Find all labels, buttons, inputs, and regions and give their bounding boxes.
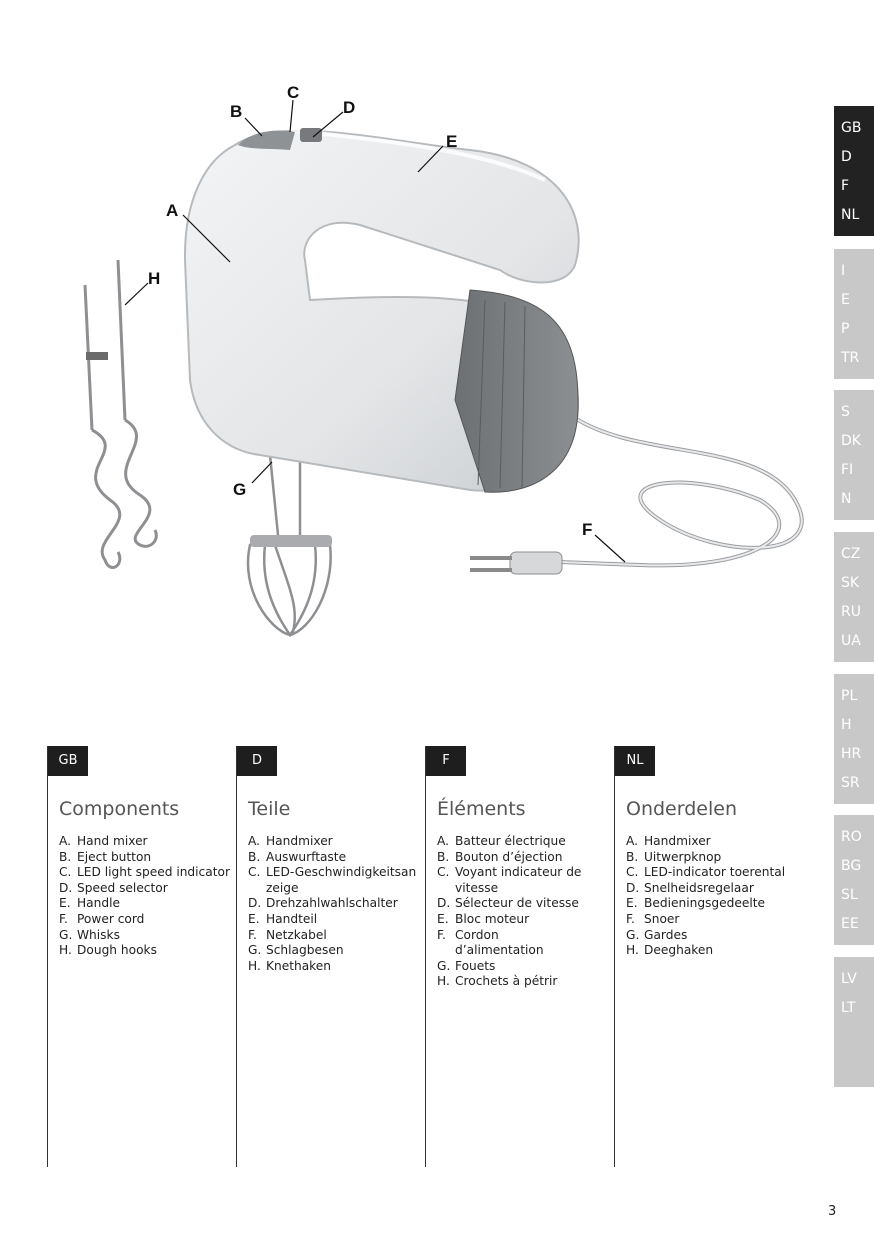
language-tab[interactable]: PL	[841, 688, 858, 704]
list-item: F. Cordon d’alimentation	[437, 927, 544, 958]
column-heading: Teile	[248, 798, 291, 820]
dough-hooks	[85, 260, 156, 568]
language-tab[interactable]: S	[841, 404, 850, 420]
callout-e: E	[446, 132, 458, 151]
language-tab[interactable]: SK	[841, 575, 860, 591]
language-tab[interactable]: CZ	[841, 546, 861, 562]
list-item: E. Handle	[59, 896, 120, 911]
column-heading: Onderdelen	[626, 798, 737, 820]
list-item: G. Gardes	[626, 927, 688, 942]
language-tab[interactable]: FI	[841, 462, 854, 478]
column-f	[425, 746, 611, 1167]
list-item: H. Deeghaken	[626, 943, 714, 958]
callout-f: F	[582, 520, 593, 539]
list-item: A. Handmixer	[626, 834, 711, 848]
language-tab[interactable]: RU	[841, 604, 861, 620]
callout-a: A	[166, 201, 179, 220]
callout-b: B	[230, 102, 243, 121]
language-tab-group-7[interactable]	[834, 957, 874, 1087]
language-tab-group-1[interactable]	[834, 106, 874, 236]
language-tab[interactable]: EE	[841, 916, 859, 932]
list-item: C. LED-indicator toerental	[626, 865, 786, 880]
list-item: B. Bouton d’éjection	[437, 849, 563, 864]
list-item: C. Voyant indicateur de vitesse	[437, 865, 582, 895]
language-tab[interactable]: DK	[841, 433, 861, 449]
components-list	[248, 834, 420, 974]
language-tab[interactable]: E	[841, 292, 850, 308]
list-item: G. Fouets	[437, 958, 496, 973]
language-tab-group-4[interactable]	[834, 532, 874, 662]
column-heading: Components	[59, 798, 180, 820]
components-list	[59, 834, 231, 959]
callout-d: D	[343, 98, 356, 117]
power-cord	[560, 418, 802, 565]
language-tab-group-6[interactable]	[834, 815, 874, 945]
list-item: D. Sélecteur de vitesse	[437, 896, 579, 911]
column-gb	[47, 746, 233, 1167]
list-item: H. Crochets à pétrir	[437, 974, 558, 989]
list-item: A. Hand mixer	[59, 834, 148, 848]
column-heading: Éléments	[437, 798, 526, 820]
list-item: C. LED light speed indicator	[59, 865, 230, 880]
list-item: F. Power cord	[59, 911, 145, 926]
speed-selector-shape	[300, 128, 322, 142]
list-item: F. Netzkabel	[248, 927, 327, 942]
components-list	[626, 834, 798, 959]
list-item: B. Eject button	[59, 849, 152, 864]
list-item: F. Snoer	[626, 911, 680, 926]
language-tab[interactable]: UA	[841, 633, 861, 649]
column-language-tag: GB	[48, 746, 88, 776]
column-d	[236, 746, 422, 1167]
language-tab[interactable]: LV	[841, 971, 857, 987]
list-item: E. Handteil	[248, 911, 318, 926]
column-language-tag: F	[426, 746, 466, 776]
power-plug	[470, 552, 562, 574]
callout-h: H	[148, 269, 161, 288]
components-list	[437, 834, 587, 990]
language-tab[interactable]: LT	[841, 1000, 856, 1016]
language-tab[interactable]: RO	[841, 829, 862, 845]
list-item: D. Drehzahlwahlschalter	[248, 896, 398, 911]
page-number: 3	[828, 1204, 837, 1219]
language-tab[interactable]: GB	[841, 120, 862, 136]
list-item: B. Uitwerpknop	[626, 849, 722, 864]
column-language-tag: D	[237, 746, 277, 776]
list-item: H. Dough hooks	[59, 943, 157, 958]
language-tab[interactable]: SR	[841, 775, 860, 791]
language-tab[interactable]: H	[841, 717, 852, 733]
list-item: B. Auswurftaste	[248, 849, 347, 864]
list-item: D. Speed selector	[59, 880, 168, 895]
language-tab[interactable]: SL	[841, 887, 858, 903]
language-tab[interactable]: HR	[841, 746, 862, 762]
list-item: G. Whisks	[59, 927, 120, 942]
column-language-tag: NL	[615, 746, 655, 776]
language-tab[interactable]: N	[841, 491, 852, 507]
list-item: A. Handmixer	[248, 834, 333, 848]
whisks	[248, 450, 332, 635]
language-tab[interactable]: F	[841, 178, 850, 194]
language-tab-group-5[interactable]	[834, 674, 874, 804]
list-item: C. LED-Geschwindigkeitsanzeige	[248, 865, 417, 895]
list-item: A. Batteur électrique	[437, 834, 566, 848]
eject-button-shape	[238, 131, 295, 150]
callout-g: G	[233, 480, 247, 499]
language-tab-group-2[interactable]	[834, 249, 874, 379]
language-tab[interactable]: D	[841, 149, 852, 165]
language-tab[interactable]: NL	[841, 207, 860, 223]
list-item: E. Bloc moteur	[437, 911, 530, 926]
language-tab[interactable]: BG	[841, 858, 862, 874]
list-item: D. Snelheidsregelaar	[626, 880, 754, 895]
list-item: E. Bedieningsgedeelte	[626, 896, 766, 911]
language-tab-group-3[interactable]	[834, 390, 874, 520]
language-tab[interactable]: TR	[841, 350, 860, 366]
language-tab[interactable]: I	[841, 263, 846, 279]
column-nl	[614, 746, 800, 1167]
list-item: H. Knethaken	[248, 958, 332, 973]
callout-c: C	[287, 83, 300, 102]
list-item: G. Schlagbesen	[248, 943, 344, 958]
language-tab[interactable]: P	[841, 321, 850, 337]
